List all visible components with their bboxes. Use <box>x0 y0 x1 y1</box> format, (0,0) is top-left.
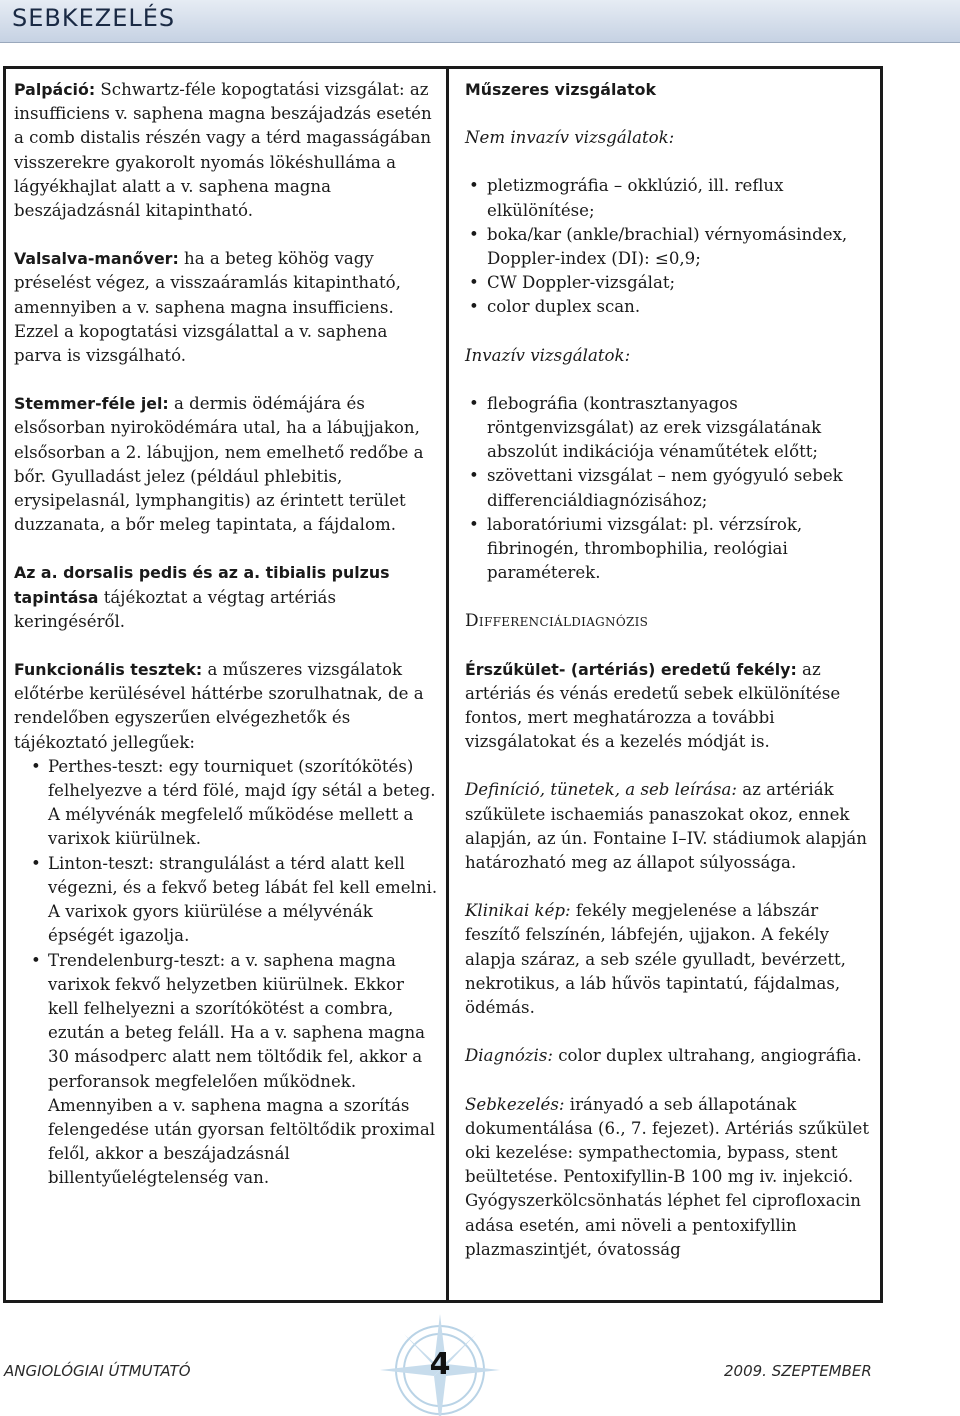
diagnosis-paragraph <box>465 1044 875 1068</box>
list-item: • Trendelenburg-teszt: a v. saphena magna varixok fekvő helyzetben kiürülnek. Ekkor kell felhelyezni a szorítókötést a combra, ezután a beteg feláll. Ha a v. saphena magna 30 másodperc alatt nem töltődik fel, akkor a perforansok megfelelően működnek. Amennyiben a v. saphena magna a szorítás felengedése után gyorsan feltöltődik proximal felől, akkor a beszájadzásnál billentyűelégtelenség van. <box>14 949 438 1191</box>
footer-date: 2009. SZEPTEMBER <box>724 1362 872 1380</box>
noninvasive-list <box>465 174 875 319</box>
list-item: • color duplex scan. <box>465 295 875 319</box>
list-item: • flebográfia (kontrasztanyagos röntgenvizsgálat) az erek vizsgálatának abszolút indikációja vénaműtétek előtt; <box>465 392 875 465</box>
list-item: • laboratóriumi vizsgálat: pl. vérzsírok, fibrinogén, thrombophilia, reológiai paraméterek. <box>465 513 875 586</box>
clinical-picture-heading: Klinikai kép: <box>465 901 571 921</box>
footer-publication: ANGIOLÓGIAI ÚTMUTATÓ <box>4 1362 191 1380</box>
pulse-paragraph <box>14 561 438 634</box>
stemmer-text: a dermis ödémájára és elsősorban nyiroködémára utal, ha a lábujjakon, elsősorban a 2. lábujjon, nem emelhető redőbe a bőr. Gyulladást jelez (például phlebitis, erysipelasnál, lymphangitis) az érintett terület duzzanata, a bőr meleg tapintata, a fájdalom. <box>14 394 424 535</box>
page-header <box>0 0 960 43</box>
definition-paragraph <box>465 778 875 875</box>
palpation-text: Schwartz-féle kopogtatási vizsgálat: az insufficiens v. saphena magna beszájadzás esetén a comb distalis részén vagy a térd magasságában visszerekre gyakorolt nyomás lökéshulláma a lágyékhajlat alatt a v. saphena magna beszájadzásnál kitapintható. <box>14 80 432 221</box>
list-item: • pletizmográfia – okklúzió, ill. reflux elkülönítése; <box>465 174 875 222</box>
definition-text: az artériák szűkülete ischaemiás panaszokat okoz, ennek alapján, az ún. Fontaine I–IV. stádiumok alapján határozható meg az állapot súlyossága. <box>465 780 867 873</box>
definition-heading: Definíció, tünetek, a seb leírása: <box>465 780 737 800</box>
left-column <box>14 78 438 1191</box>
valsalva-heading: Valsalva-manőver: <box>14 249 179 269</box>
valsalva-paragraph <box>14 247 438 368</box>
wound-care-heading: Sebkezelés: <box>465 1094 565 1114</box>
diagnosis-text: color duplex ultrahang, angiográfia. <box>552 1046 862 1066</box>
functional-tests-text: a műszeres vizsgálatok előtérbe kerülésével háttérbe szorulhatnak, de a rendelőben egyszerűen elvégezhetők és tájékoztató jellegűek: <box>14 660 424 752</box>
page-title: SEBKEZELÉS <box>12 4 176 32</box>
invasive-list <box>465 392 875 586</box>
wound-care-text: irányadó a seb állapotának dokumentálása (6., 7. fejezet). Artériás szűkület oki kezelése: sympathectomia, bypass, stent beültetése. Pentoxifyllin-B 100 mg iv. injekció. Gyógyszerkölcsönhatás léphet fel ciprofloxacin adása esetén, ami növeli a pentoxifyllin plazmaszintjét, óvatosság <box>465 1094 869 1259</box>
functional-tests-paragraph <box>14 658 438 755</box>
functional-tests-list <box>14 755 438 1191</box>
stemmer-heading: Stemmer-féle jel: <box>14 394 169 414</box>
pulse-heading: Az a. dorsalis pedis és az a. tibialis pulzus tapintása <box>14 563 390 607</box>
right-column <box>465 78 875 1286</box>
clinical-picture-paragraph <box>465 899 875 1020</box>
list-item: • boka/kar (ankle/brachial) vérnyomásindex, Doppler-index (DI): ≤0,9; <box>465 223 875 271</box>
wound-care-paragraph <box>465 1093 875 1262</box>
valsalva-text: ha a beteg köhög vagy préselést végez, a visszaáramlás kitapintható, amennyiben a v. saphena magna insufficiens. Ezzel a kopogtatási vizsgálattal a v. saphena parva is vizsgálható. <box>14 249 401 366</box>
diagnosis-heading: Diagnózis: <box>465 1046 553 1066</box>
differential-diagnosis-title: Differenciáldiagnózis <box>465 611 649 632</box>
arterial-ulcer-heading: Érszűkület- (artériás) eredetű fekély: <box>465 659 797 679</box>
functional-tests-heading: Funkcionális tesztek: <box>14 660 203 680</box>
instrumental-section-title: Műszeres vizsgálatok <box>465 80 656 99</box>
column-divider <box>446 66 449 1303</box>
list-item: • CW Doppler-vizsgálat; <box>465 271 875 295</box>
list-item: • Perthes-teszt: egy tourniquet (szorítókötés) felhelyezve a térd fölé, majd így sétál a beteg. A mélyvénák megfelelő működése mellett a varixok kiürülnek. <box>14 755 438 852</box>
arterial-ulcer-paragraph <box>465 658 875 755</box>
page-number: 4 <box>429 1347 451 1382</box>
noninvasive-label: Nem invazív vizsgálatok: <box>465 128 675 148</box>
pulse-text: tájékoztat a végtag artériás keringéséről. <box>14 587 336 631</box>
palpation-heading: Palpáció: <box>14 80 96 99</box>
list-item: • Linton-teszt: strangulálást a térd alatt kell végezni, és a fekvő beteg lábát fel kell emelni. A varixok gyors kiürülése a mélyvénák épségét igazolja. <box>14 852 438 949</box>
list-item: • szövettani vizsgálat – nem gyógyuló sebek differenciáldiagnózisához; <box>465 464 875 512</box>
arterial-ulcer-text: az artériás és vénás eredetű sebek elkülönítése fontos, mert meghatározza a további vizsgálatokat és a kezelés módját is. <box>465 659 841 752</box>
stemmer-paragraph <box>14 392 438 537</box>
invasive-label: Invazív vizsgálatok: <box>465 345 631 365</box>
palpation-paragraph <box>14 78 438 223</box>
clinical-picture-text: fekély megjelenése a lábszár feszítő felszínén, lábfején, ujjakon. A fekély alapja száraz, a seb széle gyulladt, bevérzett, nekrotikus, a láb hűvös tapintatú, fájdalmas, ödémás. <box>465 901 846 1018</box>
